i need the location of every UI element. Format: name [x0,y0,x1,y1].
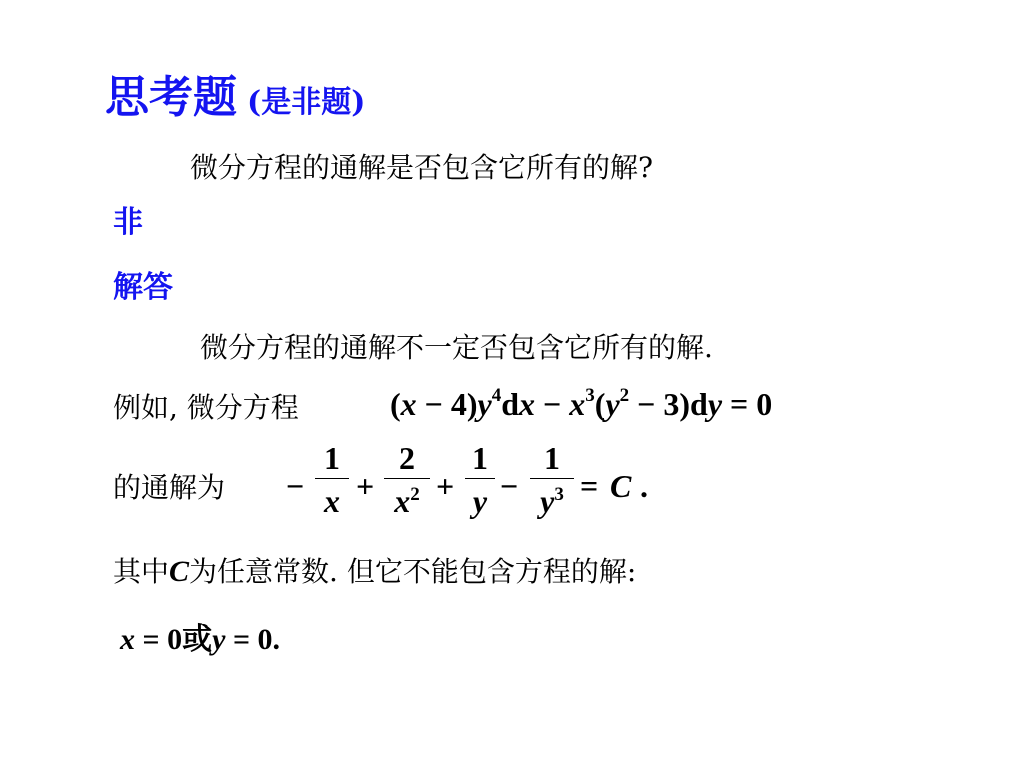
solution-constant: C [610,468,632,504]
answer-text: 微分方程的通解不一定否包含它所有的解. [200,331,713,364]
answer-heading: 解答 [113,270,173,305]
fraction-4: 1 $y^3$ [530,440,574,519]
solution-plus-2: + [436,468,455,504]
fraction-1: 1 x [315,440,349,519]
solution-plus-1: + [356,468,375,504]
answer-short: 非 [113,205,143,240]
solution-minus-2: − [500,468,519,504]
example-intro: 例如, 微分方程 [113,391,299,424]
solution-period: . [640,468,648,504]
title-main: 思考题 [105,72,237,123]
solution-equals: = [580,468,599,504]
solution-minus-1: − [286,468,305,504]
singular-solutions: x = 0或y = 0. [120,623,281,656]
note-text: 其中C为任意常数. 但它不能包含方程的解: [113,555,637,588]
solution-intro: 的通解为 [113,471,226,504]
question-text: 微分方程的通解是否包含它所有的解? [190,151,654,184]
fraction-2: 2 $x^2$ [384,440,430,519]
differential-equation: $(x - 4)y^4dx - x^3(y^2 - 3)dy = 0$ [390,385,773,422]
page-title [105,68,365,133]
fraction-3: 1 y [465,440,495,519]
title-sub: (是非题) [247,85,366,120]
